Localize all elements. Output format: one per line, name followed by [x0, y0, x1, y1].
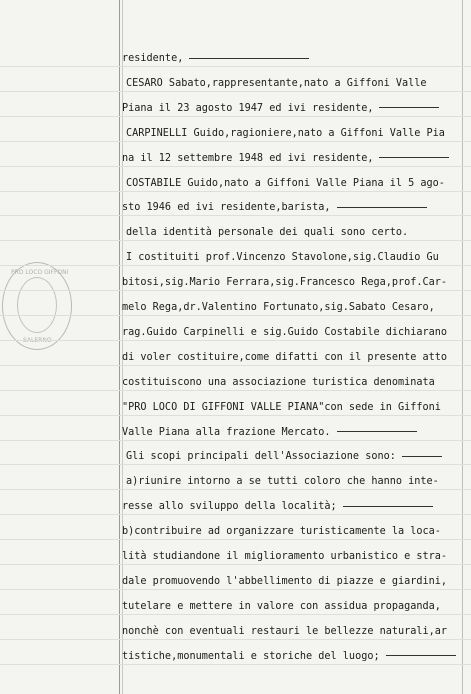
text-line: [122, 377, 467, 389]
text-line: [122, 202, 467, 214]
ruled-line: [0, 415, 471, 416]
text-line: [122, 78, 471, 90]
filler-dash: [337, 431, 417, 432]
ruled-line: [0, 240, 471, 241]
ruled-line: [0, 116, 471, 117]
text-line-content: a)riunire intorno a se tutti coloro che hanno inte-: [126, 476, 439, 488]
text-line: [122, 427, 467, 439]
text-line: [122, 128, 471, 140]
margin-line: [119, 0, 120, 694]
text-line-content: residente,: [122, 53, 184, 64]
text-line-content: resse allo sviluppo della località;: [122, 501, 337, 513]
text-line-content: rag.Guido Carpinelli e sig.Guido Costabile dichiarano: [122, 326, 448, 338]
text-line-content: "PRO LOCO DI GIFFONI VALLE PIANA"con sede in Giffoni: [122, 401, 441, 413]
text-line: [122, 526, 467, 538]
ruled-line: [0, 564, 471, 565]
text-line-content: Piana il 23 agosto 1947 ed ivi residente,: [122, 102, 374, 114]
text-line-content: nonchè con eventuali restauri le bellezze naturali,ar: [122, 625, 448, 637]
text-line-content: COSTABILE Guido,nato a Giffoni Valle Piana il 5 ago-: [126, 177, 445, 189]
text-line-content: della identità personale dei quali sono certo.: [126, 227, 409, 239]
text-line-content: tutelare e mettere in valore con assidua propaganda,: [122, 600, 441, 612]
text-line: [122, 327, 467, 339]
ruled-line: [0, 489, 471, 490]
ruled-line: [0, 340, 471, 341]
text-line-content: b)contribuire ad organizzare turisticamente la loca-: [122, 526, 441, 538]
filler-dash: [343, 506, 433, 507]
ruled-line: [0, 265, 471, 266]
ruled-line: [0, 141, 471, 142]
text-line: [122, 601, 467, 613]
filler-dash: [386, 655, 456, 656]
ruled-line: [0, 539, 471, 540]
text-line-content: tistiche,monumentali e storiche del luogo;: [122, 650, 380, 662]
filler-dash: [189, 58, 309, 59]
filler-dash: [379, 157, 449, 158]
text-line: [122, 551, 467, 563]
text-line: [122, 227, 471, 239]
ruled-line: [0, 589, 471, 590]
text-line: [122, 302, 467, 314]
ruled-line: [0, 464, 471, 465]
ruled-line: [0, 166, 471, 167]
text-line-content: CARPINELLI Guido,ragioniere,nato a Giffoni Valle Pia: [126, 127, 445, 139]
ruled-line: [0, 639, 471, 640]
text-line: [122, 153, 467, 165]
official-stamp: [2, 262, 72, 350]
text-line: [122, 626, 467, 638]
text-line-content: di voler costituire,come difatti con il presente atto: [122, 351, 448, 363]
text-line-content: bitosi,sig.Mario Ferrara,sig.Francesco Rega,prof.Car-: [122, 277, 448, 289]
text-line-content: sto 1946 ed ivi residente,barista,: [122, 202, 331, 214]
text-line: [122, 476, 471, 488]
text-line-content: dale promuovendo l'abbellimento di piazze e giardini,: [122, 575, 448, 587]
text-line-content: Valle Piana alla frazione Mercato.: [122, 426, 331, 438]
ruled-line: [0, 315, 471, 316]
ruled-line: [0, 91, 471, 92]
ruled-line: [0, 664, 471, 665]
ruled-line: [0, 215, 471, 216]
stamp-inner-ring: [17, 277, 57, 333]
ruled-line: [0, 390, 471, 391]
text-line: [122, 178, 471, 190]
text-line: [122, 352, 467, 364]
text-line: [122, 576, 467, 588]
ruled-line: [0, 365, 471, 366]
text-line: [122, 252, 471, 264]
text-line-content: lità studiandone il miglioramento urbanistico e stra-: [122, 551, 448, 562]
filler-dash: [379, 107, 439, 108]
text-line: [122, 402, 467, 414]
ruled-line: [0, 66, 471, 67]
text-line: [122, 501, 467, 513]
text-line-content: costituiscono una associazione turistica denominata: [122, 376, 435, 388]
text-line-content: na il 12 settembre 1948 ed ivi residente,: [122, 152, 374, 164]
filler-dash: [402, 456, 442, 457]
filler-dash: [337, 207, 427, 208]
text-line-content: melo Rega,dr.Valentino Fortunato,sig.Sabato Cesaro,: [122, 302, 435, 313]
text-line: [122, 103, 467, 115]
text-line: [122, 651, 467, 663]
ruled-line: [0, 290, 471, 291]
text-line: [122, 277, 467, 289]
text-line: [122, 451, 471, 463]
ruled-line: [0, 440, 471, 441]
text-line-content: I costituiti prof.Vincenzo Stavolone,sig.Claudio Gu: [126, 252, 439, 264]
stamp-text-top: PRO LOCO GIFFONI: [11, 269, 69, 276]
text-line-content: CESARO Sabato,rappresentante,nato a Giffoni Valle: [126, 77, 427, 89]
text-line: [122, 53, 467, 65]
ruled-line: [0, 614, 471, 615]
ruled-line: [0, 191, 471, 192]
text-line-content: Gli scopi principali dell'Associazione sono:: [126, 451, 396, 463]
ruled-line: [0, 514, 471, 515]
